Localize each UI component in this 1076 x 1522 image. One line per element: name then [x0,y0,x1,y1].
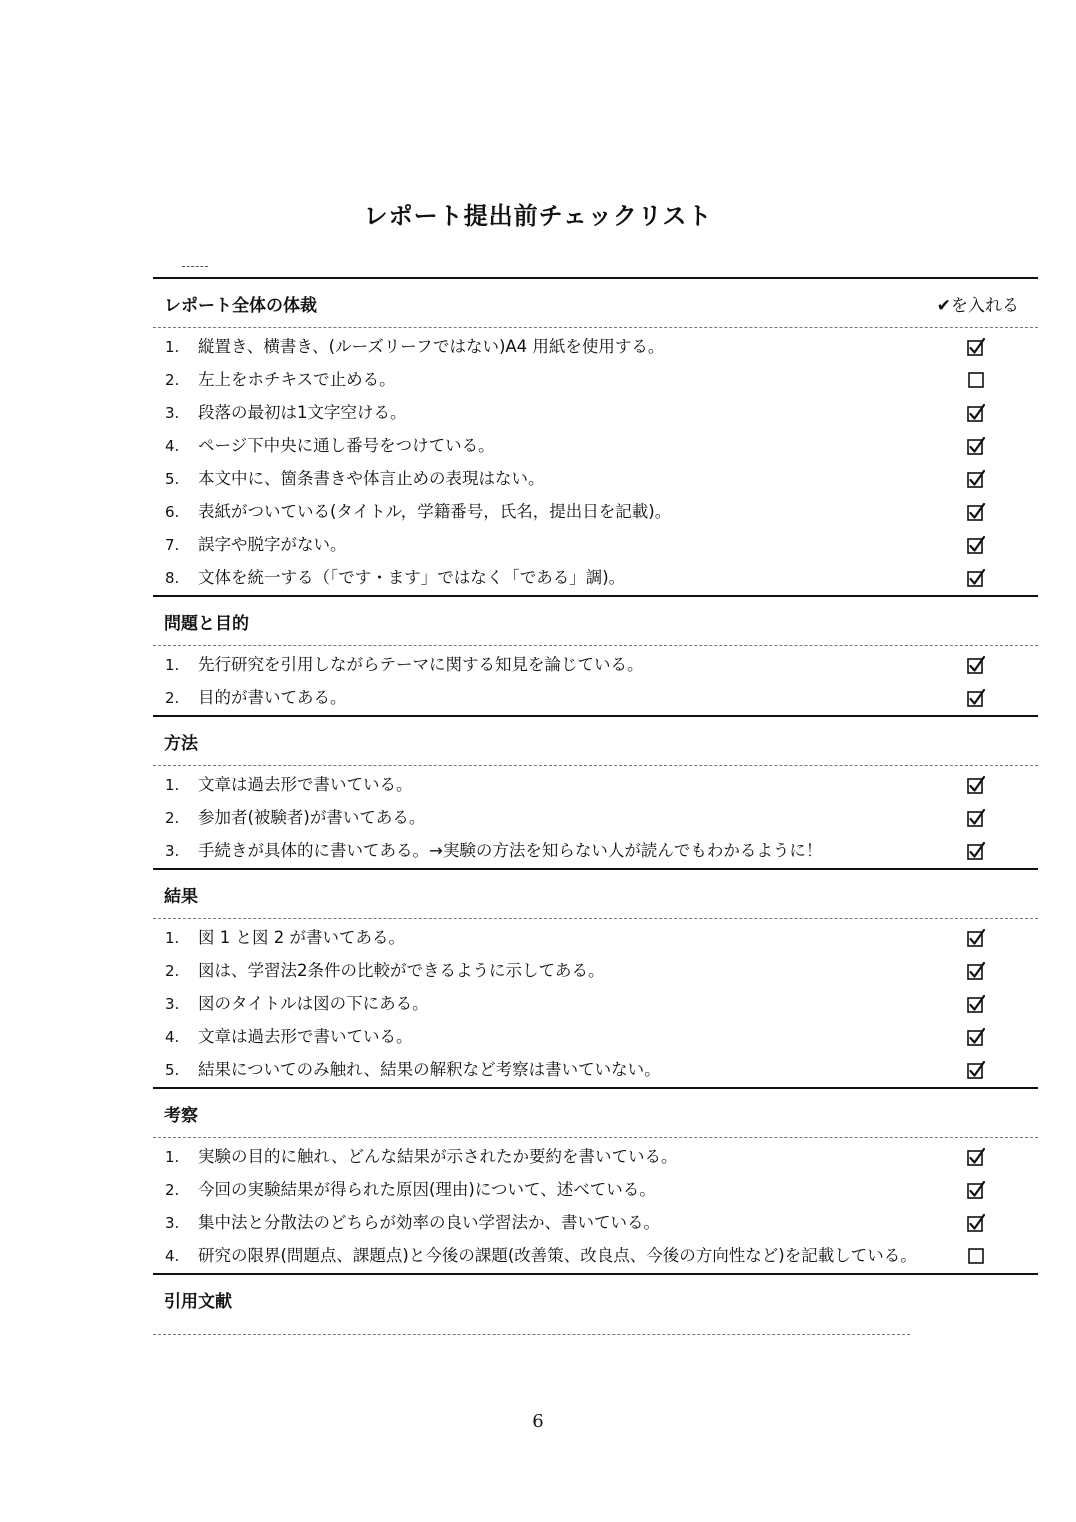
checklist-item [153,1053,1038,1086]
checklist-item [153,648,1038,681]
section-items [153,1138,1038,1273]
section-header [153,1089,1038,1138]
section-title: 考察 [164,1105,198,1126]
section-header [153,1275,1038,1324]
item-number: 1. [165,928,180,947]
page-number: 6 [532,1411,544,1432]
item-number: 2. [165,1180,180,1199]
checklist-item [153,768,1038,801]
checklist-item [153,801,1038,834]
section-title: レポート全体の体裁 [164,295,317,316]
item-text: 今回の実験結果が得られた原因(理由)について、述べている。 [198,1180,656,1199]
item-text: 段落の最初は1文字空ける。 [198,403,407,422]
checklist-item [153,561,1038,594]
section-title: 引用文献 [164,1292,232,1312]
item-text: 集中法と分散法のどちらが効率の良い学習法か、書いている。 [198,1213,660,1232]
checked-checkbox[interactable] [966,688,986,708]
checked-checkbox[interactable] [966,1180,986,1200]
empty-checkbox[interactable] [966,1246,986,1266]
checked-checkbox[interactable] [966,808,986,828]
checklist-section [153,1273,1038,1324]
checked-checkbox[interactable] [966,535,986,555]
item-text: 文体を統一する（「です・ます」ではなく「である」調)。 [198,568,626,587]
checklist-item [153,834,1038,867]
checklist-section [153,715,1038,868]
item-text: 目的が書いてある。 [198,688,347,707]
item-number: 2. [165,808,180,827]
section-header [153,279,1038,328]
checklist-item [153,462,1038,495]
item-text: 参加者(被験者)が書いてある。 [198,808,426,827]
item-text: 図 1 と図 2 が書いてある。 [198,928,405,947]
item-number: 1. [165,775,180,794]
section-items [153,646,1038,715]
item-number: 2. [165,961,180,980]
checklist-item [153,954,1038,987]
section-title: 問題と目的 [164,613,249,634]
item-text: ページ下中央に通し番号をつけている。 [198,436,495,455]
item-text: 縦置き、横書き、(ルーズリーフではない)A4 用紙を使用する。 [198,337,665,356]
checklist-item [153,1206,1038,1239]
section-title: 方法 [164,733,198,754]
item-number: 3. [165,1213,180,1232]
item-text: 実験の目的に触れ、どんな結果が示されたか要約を書いている。 [198,1147,678,1166]
item-text: 左上をホチキスで止める。 [198,370,396,389]
checklist-item [153,495,1038,528]
checklist-item [153,528,1038,561]
checklist-table [153,277,1038,1324]
section-title: 結果 [164,886,198,907]
item-number: 5. [165,1060,180,1079]
item-text: 手続きが具体的に書いてある。→実験の方法を知らない人が読んでもわかるように！ [198,841,823,860]
checked-checkbox[interactable] [966,655,986,675]
checked-checkbox[interactable] [966,994,986,1014]
section-items [153,328,1038,595]
checklist-item [153,1140,1038,1173]
item-text: 本文中に、箇条書きや体言止めの表現はない。 [198,469,545,488]
item-number: 1. [165,655,180,674]
checklist-item [153,1173,1038,1206]
checked-checkbox[interactable] [966,1027,986,1047]
item-number: 2. [165,688,180,707]
checked-checkbox[interactable] [966,1147,986,1167]
checklist-item [153,1020,1038,1053]
checklist-item [153,429,1038,462]
item-number: 5. [165,469,180,488]
checked-checkbox[interactable] [966,775,986,795]
item-number: 3. [165,403,180,422]
checked-checkbox[interactable] [966,1213,986,1233]
checked-checkbox[interactable] [966,568,986,588]
item-number: 3. [165,841,180,860]
bottom-dashed-rule [153,1334,910,1335]
checklist-item [153,396,1038,429]
item-text: 研究の限界(問題点、課題点)と今後の課題(改善策、改良点、今後の方向性など)を記載している。 [198,1246,917,1265]
item-text: 図のタイトルは図の下にある。 [198,994,429,1013]
section-header [153,870,1038,919]
item-text: 文章は過去形で書いている。 [198,1027,413,1046]
checklist-section [153,277,1038,595]
checklist-item [153,921,1038,954]
item-number: 4. [165,436,180,455]
checked-checkbox[interactable] [966,469,986,489]
item-number: 3. [165,994,180,1013]
item-text: 表紙がついている(タイトル，学籍番号，氏名，提出日を記載)。 [198,502,672,521]
item-number: 1. [165,337,180,356]
checked-checkbox[interactable] [966,961,986,981]
item-number: 7. [165,535,180,554]
checked-checkbox[interactable] [966,928,986,948]
checklist-section [153,868,1038,1087]
item-text: 先行研究を引用しながらテーマに関する知見を論じている。 [198,655,644,674]
checked-checkbox[interactable] [966,436,986,456]
section-items [153,919,1038,1087]
section-items [153,766,1038,868]
checklist-item [153,1239,1038,1272]
item-text: 結果についてのみ触れ、結果の解釈など考察は書いていない。 [198,1060,661,1079]
item-number: 4. [165,1027,180,1046]
checklist-item [153,330,1038,363]
checklist-item [153,363,1038,396]
checklist-item [153,987,1038,1020]
checklist-section [153,595,1038,715]
section-header [153,597,1038,646]
item-number: 1. [165,1147,180,1166]
item-text: 文章は過去形で書いている。 [198,775,413,794]
header-dash-mark [182,266,208,267]
page-title: レポート提出前チェックリスト [363,202,713,230]
item-number: 6. [165,502,180,521]
checked-checkbox[interactable] [966,502,986,522]
section-header [153,717,1038,766]
checked-checkbox[interactable] [966,403,986,423]
item-number: 4. [165,1246,180,1265]
checked-checkbox[interactable] [966,337,986,357]
item-number: 2. [165,370,180,389]
item-number: 8. [165,568,180,587]
checklist-section [153,1087,1038,1273]
item-text: 図は、学習法2条件の比較ができるように示してある。 [198,961,605,980]
item-text: 誤字や脱字がない。 [198,535,347,554]
checklist-item [153,681,1038,714]
checked-checkbox[interactable] [966,1060,986,1080]
check-column-header: ✔を入れる [936,295,1019,316]
checked-checkbox[interactable] [966,841,986,861]
empty-checkbox[interactable] [966,370,986,390]
